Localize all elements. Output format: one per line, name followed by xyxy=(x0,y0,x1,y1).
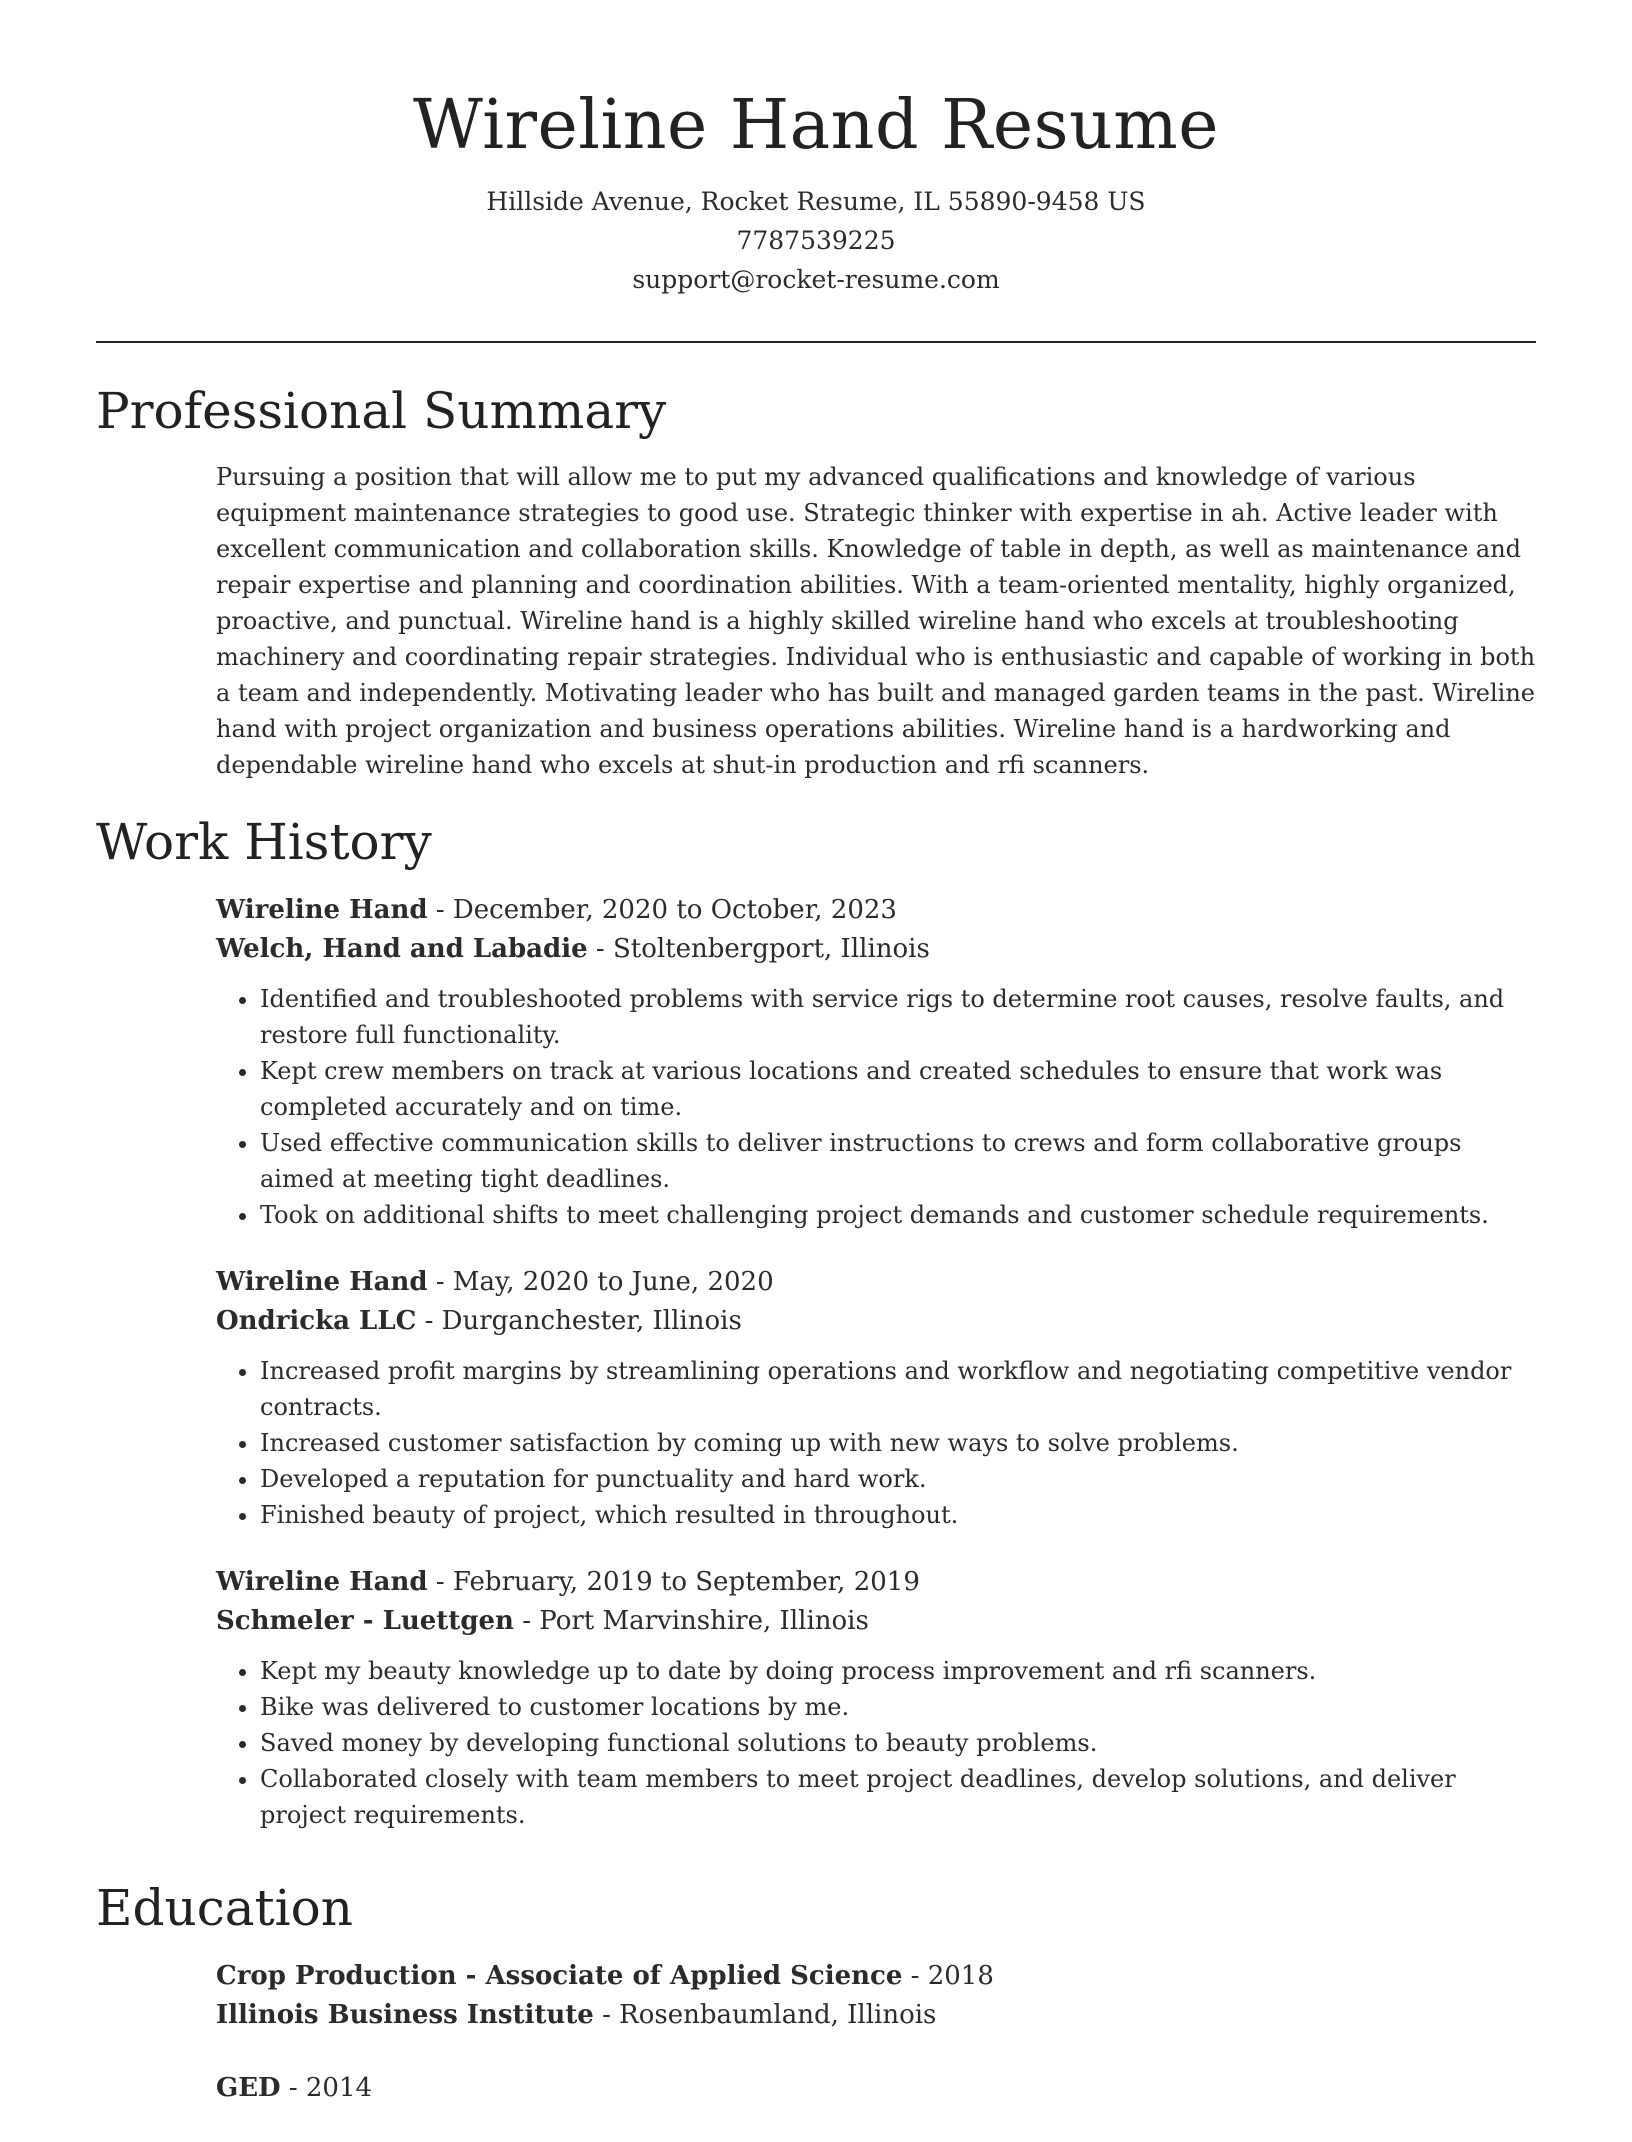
job-title: Wireline Hand xyxy=(216,1567,428,1597)
job-location: - Port Marvinshire, Illinois xyxy=(513,1606,869,1636)
job-dates: - February, 2019 to September, 2019 xyxy=(427,1567,920,1597)
job-title-line xyxy=(216,891,1538,930)
job-company: Welch, Hand and Labadie xyxy=(216,934,588,964)
job-location: - Durganchester, Illinois xyxy=(416,1306,742,1336)
contact-address: Hillside Avenue, Rocket Resume, IL 55890-9458 US xyxy=(486,187,1146,216)
job-entry xyxy=(216,1563,1538,1833)
job-dates: - May, 2020 to June, 2020 xyxy=(427,1267,774,1297)
header-divider xyxy=(96,341,1536,343)
job-title-line xyxy=(216,1563,1538,1602)
job-title: Wireline Hand xyxy=(216,895,428,925)
contact-email: support@rocket-resume.com xyxy=(632,265,1000,294)
section-title-education: Education xyxy=(96,1879,353,1937)
education-entry xyxy=(216,1957,1538,2035)
job-company-line xyxy=(216,930,1538,969)
summary-section xyxy=(216,459,1538,783)
resume-title: Wireline Hand Resume xyxy=(413,86,1219,165)
contact-phone: 7787539225 xyxy=(736,226,896,255)
job-dates: - December, 2020 to October, 2023 xyxy=(427,895,897,925)
job-bullet: • Increased profit margins by streamlining operations and workflow and negotiating competitive vendor contracts. xyxy=(260,1353,1538,1425)
job-bullet: • Kept crew members on track at various locations and created schedules to ensure that work was completed accurately and on time. xyxy=(260,1053,1538,1125)
contact-info xyxy=(0,182,1632,299)
job-bullet: • Kept my beauty knowledge up to date by doing process improvement and rfi scanners. xyxy=(260,1653,1538,1689)
job-bullet: • Collaborated closely with team members to meet project deadlines, develop solutions, and deliver project requirements. xyxy=(260,1761,1538,1833)
resume-header xyxy=(0,78,1632,299)
job-bullet: • Saved money by developing functional solutions to beauty problems. xyxy=(260,1725,1538,1761)
job-location: - Stoltenbergport, Illinois xyxy=(587,934,930,964)
education-year: - 2014 xyxy=(280,2073,373,2103)
education-section xyxy=(216,1957,1538,2142)
summary-text: Pursuing a position that will allow me to put my advanced qualifications and knowledge of various equipment maintenance strategies to good use. Strategic thinker with expertise in ah. Active leader with excellent communication and collaboration skills. Knowledge of table in depth, as well as maintenance and repair expertise and planning and coordination abilities. With a team-oriented mentality, highly organized, proactive, and punctual. Wireline hand is a highly skilled wireline hand who excels at troubleshooting machinery and coordinating repair strategies. Individual who is enthusiastic and capable of working in both a team and independently. Motivating leader who has built and managed garden teams in the past. Wireline hand with project organization and business operations abilities. Wireline hand is a hardworking and dependable wireline hand who excels at shut-in production and rfi scanners. xyxy=(216,463,1536,779)
job-bullet: • Took on additional shifts to meet challenging project demands and customer schedule requirements. xyxy=(260,1197,1538,1233)
job-bullet: • Developed a reputation for punctuality and hard work. xyxy=(260,1461,1538,1497)
education-year: - 2018 xyxy=(902,1961,994,1991)
job-bullet: • Used effective communication skills to deliver instructions to crews and form collaborative groups aimed at meeting tight deadlines. xyxy=(260,1125,1538,1197)
job-bullets xyxy=(216,981,1538,1233)
education-field: GED xyxy=(216,2073,281,2103)
job-company: Ondricka LLC xyxy=(216,1306,417,1336)
job-company: Schmeler - Luettgen xyxy=(216,1606,514,1636)
education-degree-line xyxy=(216,1957,1538,1996)
job-bullets xyxy=(216,1653,1538,1833)
section-title-summary: Professional Summary xyxy=(96,382,667,440)
job-bullets xyxy=(216,1353,1538,1533)
job-bullet: • Finished beauty of project, which resulted in throughout. xyxy=(260,1497,1538,1533)
job-bullet: • Increased customer satisfaction by coming up with new ways to solve problems. xyxy=(260,1425,1538,1461)
job-entry xyxy=(216,1263,1538,1533)
job-title-line xyxy=(216,1263,1538,1302)
section-title-work-history: Work History xyxy=(96,813,432,871)
job-company-line xyxy=(216,1602,1538,1641)
job-entry xyxy=(216,891,1538,1233)
education-school-line xyxy=(216,1996,1538,2035)
job-bullet: • Identified and troubleshooted problems with service rigs to determine root causes, resolve faults, and restore full functionality. xyxy=(260,981,1538,1053)
work-history-section xyxy=(216,891,1538,1863)
education-entry xyxy=(216,2069,1538,2108)
education-school: Illinois Business Institute xyxy=(216,2000,594,2030)
education-field: Crop Production xyxy=(216,1961,457,1991)
job-title: Wireline Hand xyxy=(216,1267,428,1297)
job-bullet: • Bike was delivered to customer locations by me. xyxy=(260,1689,1538,1725)
education-degree-line xyxy=(216,2069,1538,2108)
education-degree: - Associate of Applied Science xyxy=(456,1961,903,1991)
job-company-line xyxy=(216,1302,1538,1341)
education-location: - Rosenbaumland, Illinois xyxy=(593,2000,937,2030)
